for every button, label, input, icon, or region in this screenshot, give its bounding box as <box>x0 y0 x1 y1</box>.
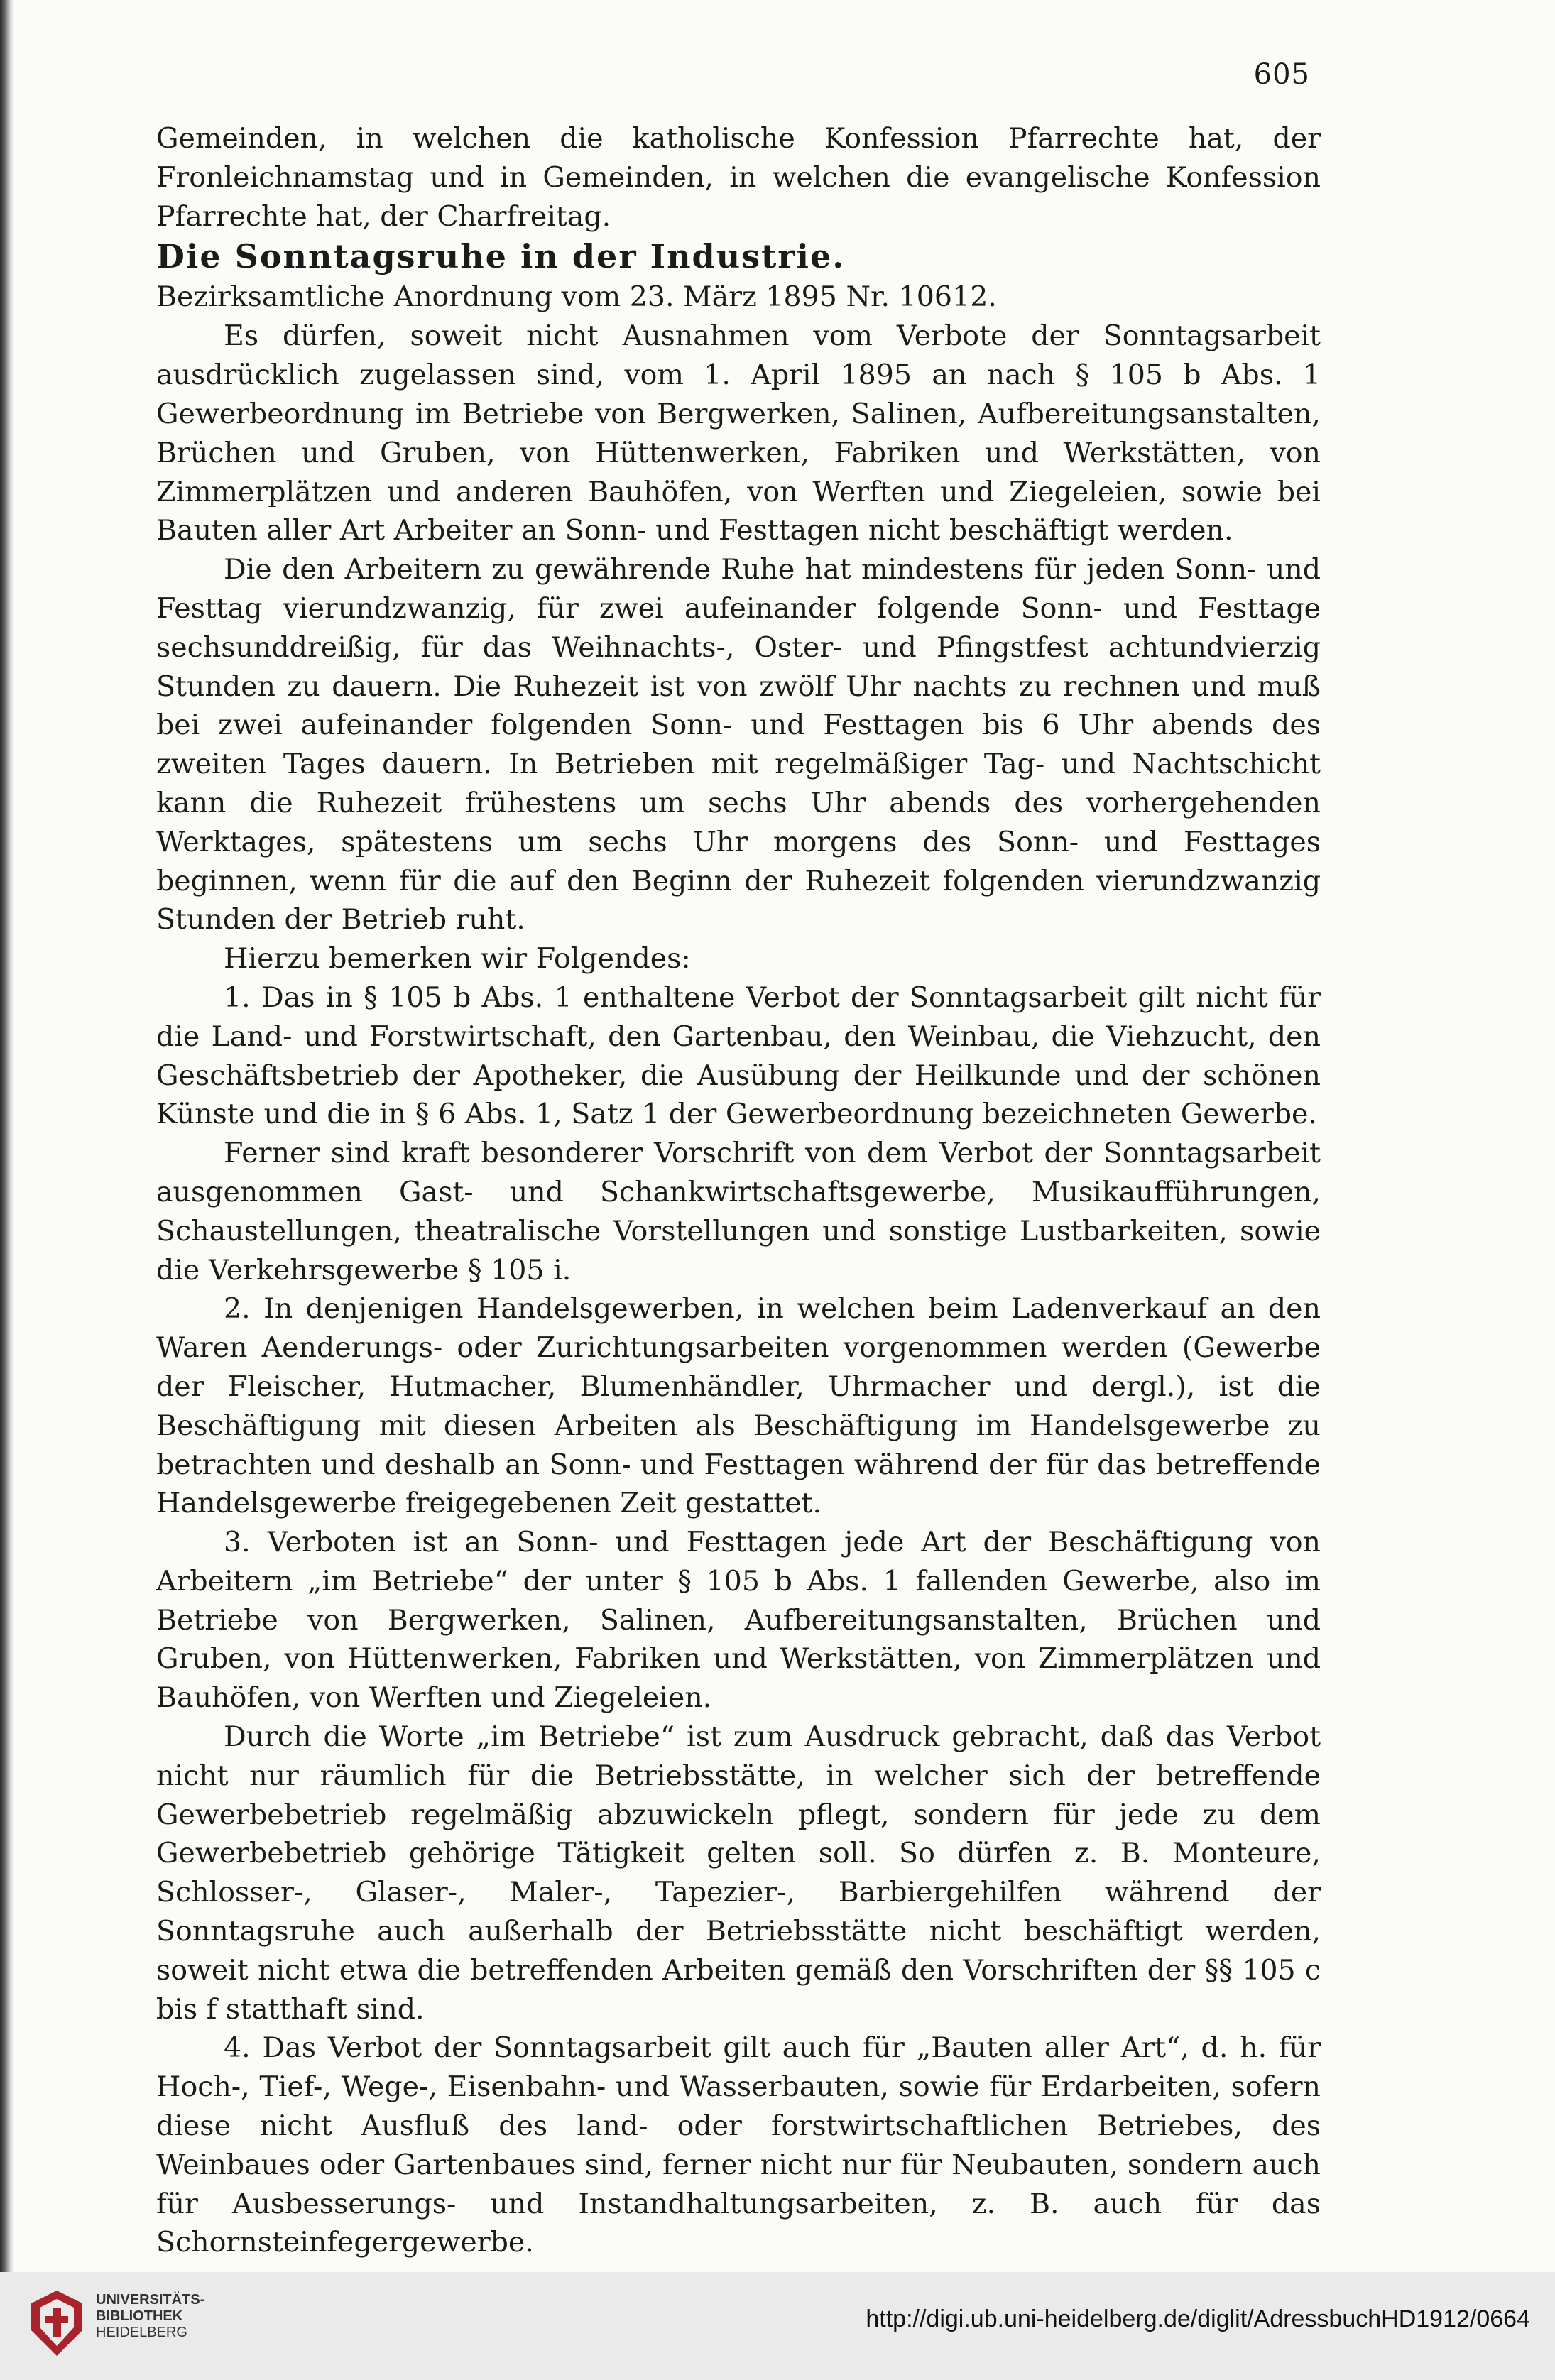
page-number: 605 <box>1253 58 1310 91</box>
body-paragraph-4: 1. Das in § 105 b Abs. 1 enthaltene Verbot der Sonntagsarbeit gilt nicht für die Land- und Forstwirtschaft, den Gartenbau, den Weinbau, die Viehzucht, den Geschäftsbetrieb der Apotheker, die Ausübung der Heilkunde und der schönen Künste und die in § 6 Abs. 1, Satz 1 der Gewerbeordnung bezeichneten Gewerbe. <box>156 981 1321 1131</box>
body-paragraph-6: 2. In denjenigen Handelsgewerben, in welchen beim Ladenverkauf an den Waren Aenderungs- oder Zurichtungsarbeiten vorgenommen werden (Gewerbe der Fleischer, Hutmacher, Blumenhändler, Uhrmacher und dergl.), ist die Beschäftigung mit diesen Arbeiten als Beschäftigung im Handelsgewerbe zu betrachten und deshalb an Sonn- und Festtagen während der für das betreffende Handelsgewerbe freigegebenen Zeit gestattet. <box>156 1292 1321 1520</box>
body-paragraph-9: 4. Das Verbot der Sonntagsarbeit gilt auch für „Bauten aller Art“, d. h. für Hoch-, Tief-, Wege-, Eisenbahn- und Wasserbauten, sowie für Erdarbeiten, sofern diese nicht Ausfluß des land- oder forstwirtschaftlichen Betriebes, des Weinbaues oder Gartenbaues sind, ferner nicht nur für Neubauten, sondern auch für Ausbesserungs- und Instandhaltungsarbeiten, z. B. auch für das Schornsteinfegergewerbe. <box>156 2031 1321 2259</box>
body-paragraph-1: Es dürfen, soweit nicht Ausnahmen vom Verbote der Sonntagsarbeit ausdrücklich zugelassen sind, vom 1. April 1895 an nach § 105 b Abs. 1 Gewerbeordnung im Betriebe von Bergwerken, Salinen, Aufbereitungsanstalten, Brüchen und Gruben, von Hüttenwerken, Fabriken und Werkstätten, von Zimmerplätzen und anderen Bauhöfen, von Werften und Ziegeleien, sowie bei Bauten aller Art Arbeiter an Sonn- und Festtagen nicht beschäftigt werden. <box>156 320 1321 547</box>
library-name-line-3: HEIDELBERG <box>96 2325 187 2340</box>
section-subtitle: Bezirksamtliche Anordnung vom 23. März 1895 Nr. 10612. <box>156 280 997 314</box>
body-paragraph-7: 3. Verboten ist an Sonn- und Festtagen jede Art der Beschäftigung von Arbeitern „im Betriebe“ der unter § 105 b Abs. 1 fallenden Gewerbe, also im Betriebe von Bergwerken, Salinen, Aufbereitungsanstalten, Brüchen und Gruben, von Hüttenwerken, Fabriken und Werkstätten, von Zimmerplätzen und Bauhöfen, von Werften und Ziegeleien. <box>156 1526 1321 1715</box>
page-text <box>156 119 1321 2262</box>
intro-paragraph: Gemeinden, in welchen die katholische Konfession Pfarrechte hat, der Fronleichnamstag und in Gemeinden, in welchen die evangelische Konfession Pfarrechte hat, der Charfreitag. <box>156 122 1321 233</box>
body-paragraph-8: Durch die Worte „im Betriebe“ ist zum Ausdruck gebracht, daß das Verbot nicht nur räumlich für die Betriebsstätte, in welcher sich der betreffende Gewerbebetrieb regelmäßig abzuwickeln pflegt, sondern für jede zu dem Gewerbebetrieb gehörige Tätigkeit gelten soll. So dürfen z. B. Monteure, Schlosser-, Glaser-, Maler-, Tapezier-, Barbiergehilfen während der Sonntagsruhe auch außerhalb der Betriebsstätte nicht beschäftigt werden, soweit nicht etwa die betreffenden Arbeiten gemäß den Vorschriften der §§ 105 c bis f statthaft sind. <box>156 1720 1321 2026</box>
section-title: Die Sonntagsruhe in der Industrie. <box>156 237 846 276</box>
body-paragraph-2: Die den Arbeitern zu gewährende Ruhe hat mindestens für jeden Sonn- und Festtag vierundzwanzig, für zwei aufeinander folgende Sonn- und Festtage sechsunddreißig, für das Weihnachts-, Oster- und Pfingstfest achtundvierzig Stunden zu dauern. Die Ruhezeit ist von zwölf Uhr nachts zu rechnen und muß bei zwei aufeinander folgenden Sonn- und Festtagen bis 6 Uhr abends des zweiten Tages dauern. In Betrieben mit regelmäßiger Tag- und Nachtschicht kann die Ruhezeit frühestens um sechs Uhr abends des vorhergehenden Werktages, spätestens um sechs Uhr morgens des Sonn- und Festtages beginnen, wenn für die auf den Beginn der Ruhezeit folgenden vierundzwanzig Stunden der Betrieb ruht. <box>156 553 1321 937</box>
source-url-link[interactable]: http://digi.ub.uni-heidelberg.de/diglit/AdressbuchHD1912/0664 <box>866 2305 1530 2332</box>
library-name-line-1: UNIVERSITÄTS- <box>96 2292 205 2308</box>
university-seal-icon <box>28 2288 85 2359</box>
body-paragraph-5: Ferner sind kraft besonderer Vorschrift von dem Verbot der Sonntagsarbeit ausgenommen Gast- und Schankwirtschaftsgewerbe, Musikaufführungen, Schaustellungen, theatralische Vorstellungen und sonstige Lustbarkeiten, sowie die Verkehrsgewerbe § 105 i. <box>156 1137 1321 1287</box>
library-name-line-2: BIBLIOTHEK <box>96 2308 183 2324</box>
body-paragraph-3: Hierzu bemerken wir Folgendes: <box>224 942 691 976</box>
library-name <box>96 2292 204 2341</box>
binding-edge <box>0 0 14 2272</box>
